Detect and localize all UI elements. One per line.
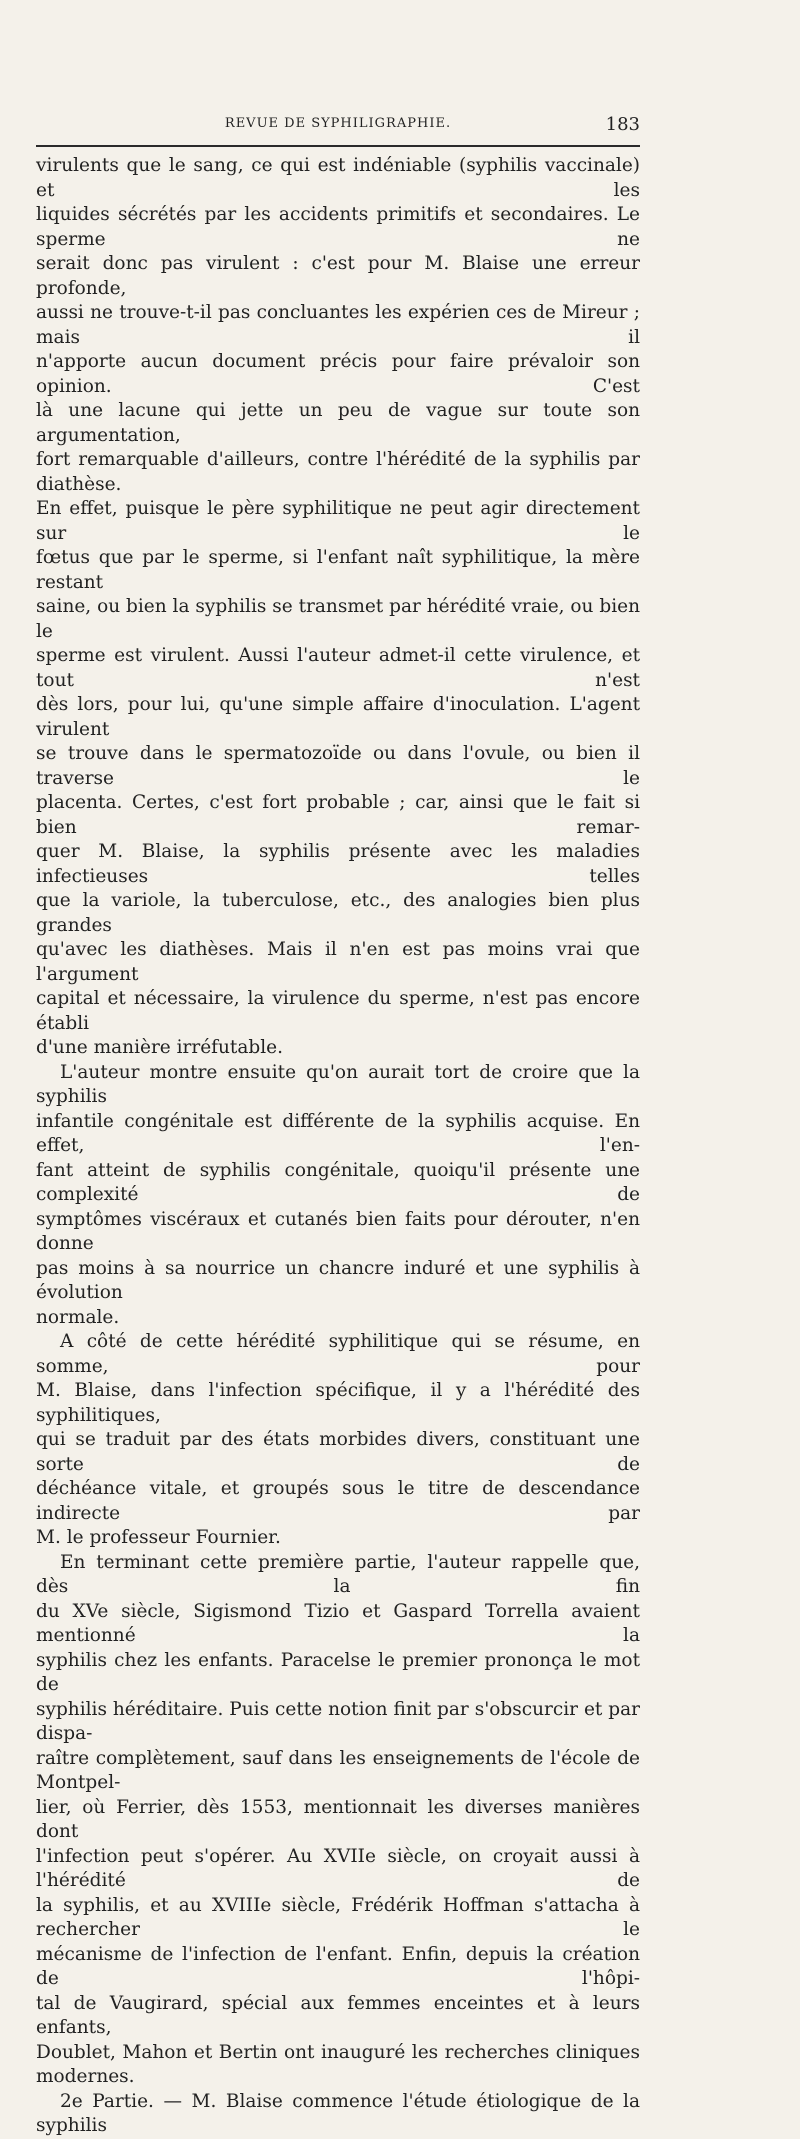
text-line: mécanisme de l'infection de l'enfant. Enfin, depuis la création de l'hôpi- bbox=[36, 1943, 640, 1989]
text-line: dès lors, pour lui, qu'une simple affaire d'inoculation. L'agent virulent bbox=[36, 694, 640, 740]
page-header bbox=[36, 114, 640, 136]
text-line: A côté de cette hérédité syphilitique qui se résume, en somme, pour bbox=[36, 1331, 640, 1377]
text-line: que la variole, la tuberculose, etc., des analogies bien plus grandes bbox=[36, 890, 640, 936]
text-line: tal de Vaugirard, spécial aux femmes enceintes et à leurs enfants, bbox=[36, 1992, 640, 2038]
paragraph-5 bbox=[36, 2090, 640, 2139]
text-line: 2e Partie. — M. Blaise commence l'étude étiologique de la syphilis bbox=[36, 2090, 640, 2136]
text-line: qu'avec les diathèses. Mais il n'en est pas moins vrai que l'argument bbox=[36, 939, 640, 985]
text-line: raître complètement, sauf dans les enseignements de l'école de Montpel- bbox=[36, 1747, 640, 1793]
text-line: Doublet, Mahon et Bertin ont inauguré les recherches cliniques modernes. bbox=[36, 2041, 640, 2087]
text-line: aussi ne trouve-t-il pas concluantes les expérien ces de Mireur ; mais il bbox=[36, 302, 640, 348]
text-line: n'apporte aucun document précis pour faire prévaloir son opinion. C'est bbox=[36, 351, 640, 397]
text-line: fort remarquable d'ailleurs, contre l'hérédité de la syphilis par diathèse. bbox=[36, 449, 640, 495]
text-line: syphilis héréditaire. Puis cette notion finit par s'obscurcir et par dispa- bbox=[36, 1698, 640, 1744]
text-line: normale. bbox=[36, 1306, 120, 1328]
page-number: 183 bbox=[605, 114, 640, 135]
text-line: En effet, puisque le père syphilitique ne peut agir directement sur le bbox=[36, 498, 640, 544]
text-line: capital et nécessaire, la virulence du sperme, n'est pas encore établi bbox=[36, 988, 640, 1034]
text-line: L'auteur montre ensuite qu'on aurait tort de croire que la syphilis bbox=[36, 1061, 640, 1107]
text-line: M. le professeur Fournier. bbox=[36, 1527, 281, 1548]
body-text bbox=[36, 154, 640, 2139]
running-title: REVUE DE SYPHILIGRAPHIE. bbox=[224, 116, 452, 131]
text-line: d'une manière irréfutable. bbox=[36, 1037, 283, 1058]
paragraph-3 bbox=[36, 1330, 640, 1551]
text-line: l'infection peut s'opérer. Au XVIIe siècle, on croyait aussi à l'hérédité de bbox=[36, 1845, 640, 1891]
text-line: saine, ou bien la syphilis se transmet par hérédité vraie, ou bien le bbox=[36, 596, 640, 642]
text-line: la syphilis, et au XVIIIe siècle, Frédérik Hoffman s'attacha à rechercher le bbox=[36, 1894, 640, 1940]
text-line: se trouve dans le spermatozoïde ou dans l'ovule, ou bien il traverse le bbox=[36, 743, 640, 789]
text-line: placenta. Certes, c'est fort probable ; car, ainsi que le fait si bien remar- bbox=[36, 792, 640, 838]
text-line: symptômes viscéraux et cutanés bien faits pour dérouter, n'en donne bbox=[36, 1208, 640, 1254]
text-line: là une lacune qui jette un peu de vague sur toute son argumentation, bbox=[36, 400, 640, 446]
text-line: pas moins à sa nourrice un chancre induré et une syphilis à évolution bbox=[36, 1257, 640, 1303]
text-line: déchéance vitale, et groupés sous le titre de descendance indirecte par bbox=[36, 1478, 640, 1524]
paragraph-2 bbox=[36, 1061, 640, 1331]
text-line: infantile congénitale est différente de la syphilis acquise. En effet, l'en- bbox=[36, 1110, 640, 1156]
text-line: lier, où Ferrier, dès 1553, mentionnait les diverses manières dont bbox=[36, 1796, 640, 1842]
text-line: qui se traduit par des états morbides divers, constituant une sorte de bbox=[36, 1429, 640, 1475]
text-line: sperme est virulent. Aussi l'auteur admet-il cette virulence, et tout n'est bbox=[36, 645, 640, 691]
header-rule bbox=[36, 145, 640, 147]
text-line: du XVe siècle, Sigismond Tizio et Gaspard Torrella avaient mentionné la bbox=[36, 1600, 640, 1646]
text-line: serait donc pas virulent : c'est pour M. Blaise une erreur profonde, bbox=[36, 253, 640, 299]
text-line: fant atteint de syphilis congénitale, quoiqu'il présente une complexité de bbox=[36, 1159, 640, 1205]
paragraph-4 bbox=[36, 1551, 640, 2090]
text-line: syphilis chez les enfants. Paracelse le premier prononça le mot de bbox=[36, 1649, 640, 1695]
text-line: En terminant cette première partie, l'auteur rappelle que, dès la fin bbox=[36, 1551, 640, 1597]
text-line: quer M. Blaise, la syphilis présente avec les maladies infectieuses telles bbox=[36, 841, 640, 887]
text-line: liquides sécrétés par les accidents primitifs et secondaires. Le sperme ne bbox=[36, 204, 640, 250]
paragraph-1 bbox=[36, 154, 640, 1061]
text-line: M. Blaise, dans l'infection spécifique, il y a l'hérédité des syphilitiques, bbox=[36, 1380, 640, 1426]
text-line: virulents que le sang, ce qui est indéniable (syphilis vaccinale) et les bbox=[36, 155, 640, 201]
text-line: fœtus que par le sperme, si l'enfant naît syphilitique, la mère restant bbox=[36, 547, 640, 593]
